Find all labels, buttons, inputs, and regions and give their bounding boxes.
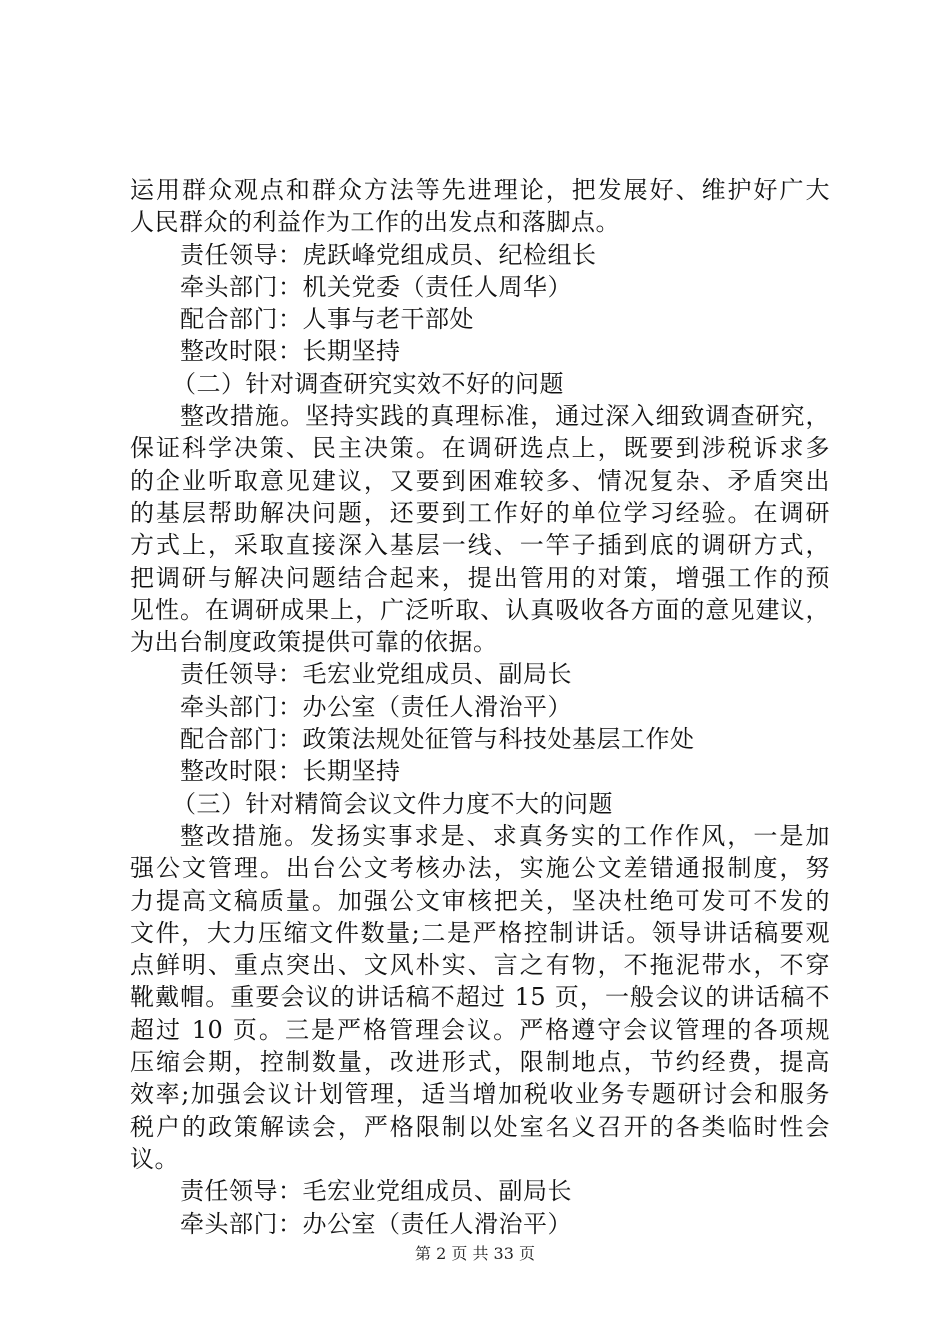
page-footer: 第 2 页 共 33 页 [415,1244,535,1263]
text-line: 的企业听取意见建议，又要到困难较多、情况复杂、矛盾突出 [130,466,830,495]
text-line: 整改时限：长期坚持 [180,337,401,366]
text-line: 配合部门：人事与老干部处 [180,305,474,334]
document-body [130,174,830,1240]
text-line: 保证科学决策、民主决策。在调研选点上，既要到涉税诉求多 [130,434,830,463]
text-line: 责任领导：毛宏业党组成员、副局长 [180,1177,572,1206]
text-line: 税户的政策解读会，严格限制以处室名义召开的各类临时性会 [130,1112,830,1141]
text-line: 强公文管理。出台公文考核办法，实施公文差错通报制度，努 [130,854,830,883]
text-line: 牵头部门：机关党委（责任人周华） [180,272,572,301]
text-line: 责任领导：毛宏业党组成员、副局长 [180,660,572,689]
text-line: 靴戴帽。重要会议的讲话稿不超过 15 页，一般会议的讲话稿不 [130,983,830,1012]
text-line: 牵头部门：办公室（责任人滑治平） [180,692,572,721]
text-line: 运用群众观点和群众方法等先进理论，把发展好、维护好广大 [130,176,830,204]
text-line: 压缩会期，控制数量，改进形式，限制地点，节约经费，提高 [130,1048,830,1077]
text-line: 整改措施。发扬实事求是、求真务实的工作作风，一是加 [180,821,830,850]
text-line: 整改措施。坚持实践的真理标准，通过深入细致调查研究， [180,402,830,431]
text-line: 效率;加强会议计划管理，适当增加税收业务专题研讨会和服务 [130,1080,830,1109]
text-line: 力提高文稿质量。加强公文审核把关，坚决杜绝可发可不发的 [130,886,830,915]
text-line: 点鲜明、重点突出、文风朴实、言之有物，不拖泥带水，不穿 [130,951,830,980]
text-line: 整改时限：长期坚持 [180,757,401,786]
text-line: 方式上，采取直接深入基层一线、一竿子插到底的调研方式， [130,531,830,560]
text-line: 见性。在调研成果上，广泛听取、认真吸收各方面的意见建议， [130,595,830,624]
text-line: 配合部门：政策法规处征管与科技处基层工作处 [180,725,695,754]
text-line: （三）针对精简会议文件力度不大的问题 [172,789,613,818]
text-line: 超过 10 页。三是严格管理会议。严格遵守会议管理的各项规 [130,1015,830,1044]
text-line: 责任领导：虎跃峰党组成员、纪检组长 [180,240,597,269]
text-line: （二）针对调查研究实效不好的问题 [172,369,564,398]
text-line: 人民群众的利益作为工作的出发点和落脚点。 [130,208,620,237]
text-line: 为出台制度政策提供可靠的依据。 [130,628,498,657]
text-line: 的基层帮助解决问题，还要到工作好的单位学习经验。在调研 [130,498,830,527]
text-line: 牵头部门：办公室（责任人滑治平） [180,1209,572,1238]
text-line: 把调研与解决问题结合起来，提出管用的对策，增强工作的预 [130,563,830,592]
text-line: 文件，大力压缩文件数量;二是严格控制讲话。领导讲话稿要观 [130,918,830,947]
text-line: 议。 [130,1144,179,1173]
